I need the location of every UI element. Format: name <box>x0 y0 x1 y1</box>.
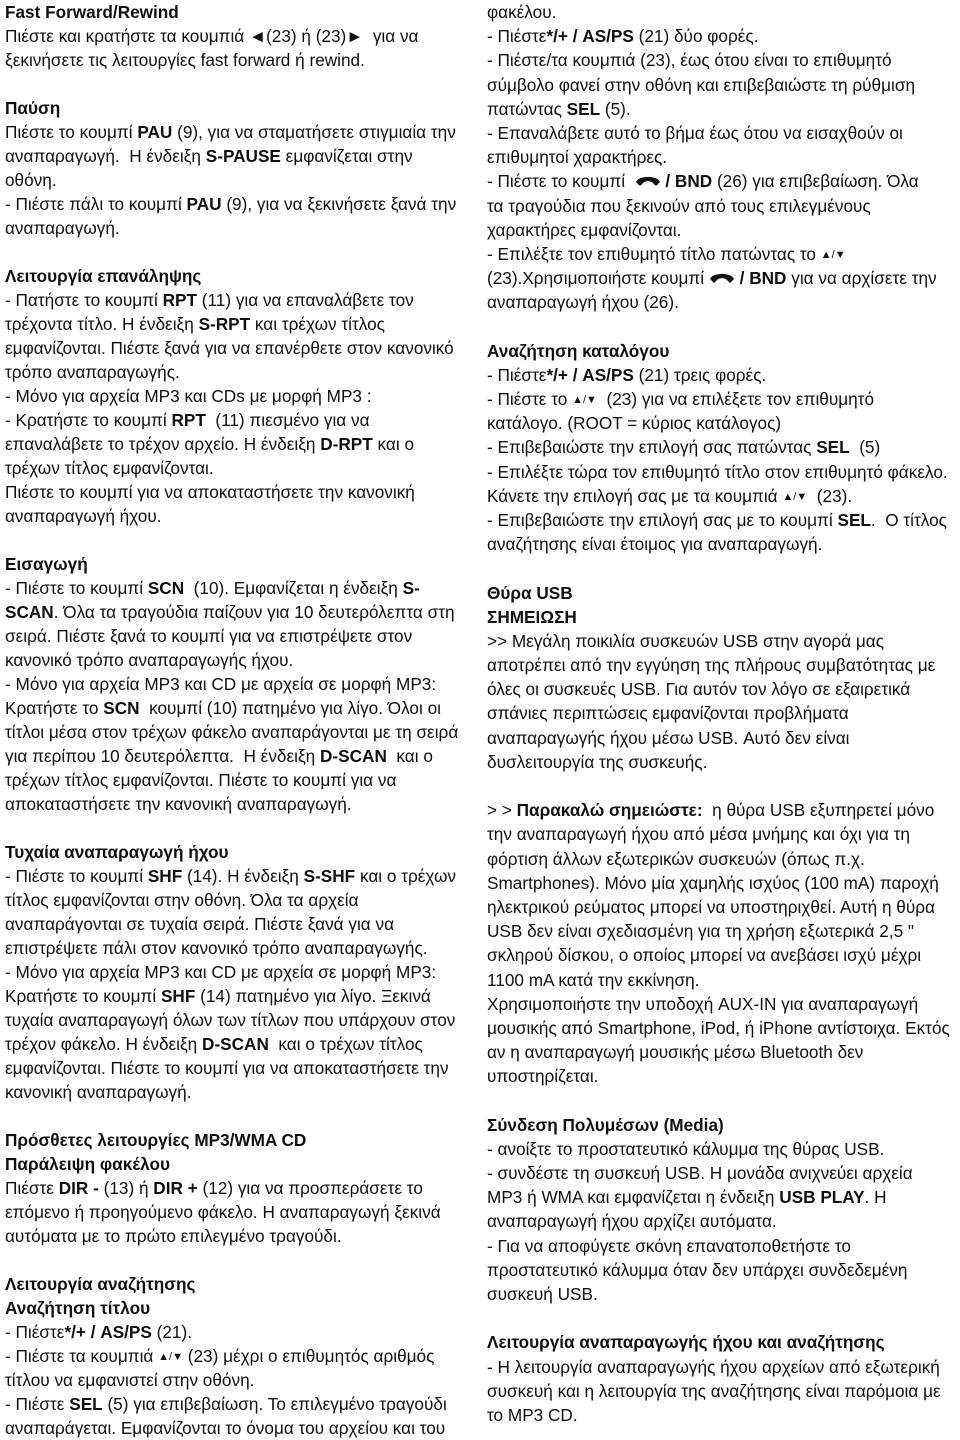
text-run: (23). <box>807 485 853 506</box>
text-line <box>487 1064 955 1088</box>
text-run: - Πιέστε το κουμπί <box>487 171 635 192</box>
text-run: τρέχον φάκελο. Η ένδειξη <box>5 1034 203 1054</box>
text-line <box>487 266 955 290</box>
text-line <box>5 1080 475 1104</box>
heading-text: Λειτουργία επανάληψης <box>5 266 202 286</box>
heading-text: Αναζήτηση τίτλου <box>5 1298 151 1318</box>
text-line <box>5 408 475 432</box>
right-column <box>487 0 955 1427</box>
text-line <box>5 168 475 192</box>
heading-text: Τυχαία αναπαραγωγή ήχου <box>5 842 229 862</box>
phone-icon <box>709 271 735 285</box>
section <box>487 1113 955 1307</box>
text-run: - Επιλέξτε τώρα τον επιθυμητό τίτλο στον επιθυμητό φάκελο. <box>487 461 948 482</box>
text-line <box>487 750 955 774</box>
text-run: σύμβολο φανεί στην οθόνη και επιβεβαιώστε τη ρύθμιση <box>487 74 916 95</box>
text-line <box>5 792 475 816</box>
text-run: υποστηρίζεται. <box>487 1066 599 1087</box>
section-heading <box>5 552 475 576</box>
text-line <box>5 1416 475 1440</box>
text-line <box>5 768 475 792</box>
text-run: - Πιέστε τα κουμπιά <box>5 1346 159 1366</box>
text-run: για να αρχίσετε την <box>786 268 937 289</box>
text-run: αναπαραγωγή. <box>5 218 120 238</box>
text-line <box>5 1368 475 1392</box>
text-run: εμφανίζονται. Πιέστε το κουμπί για να αποκαταστήσετε την <box>5 1058 449 1078</box>
text-line <box>487 1016 955 1040</box>
text-line <box>5 720 475 744</box>
text-run: (23) μέχρι ο επιθυμητός αριθμός <box>182 1346 435 1366</box>
text-run: (9), για να ξεκινήσετε ξανά την <box>221 194 457 214</box>
text-run: αν η αναπαραγωγή μουσικής μέσω Bluetooth δεν <box>487 1042 864 1063</box>
section-heading <box>487 605 955 629</box>
text-run: Χρησιμοποιήστε την υποδοχή AUX-IN για αναπαραγωγή <box>487 993 919 1014</box>
text-run: και τρέχων τίτλος <box>250 314 385 334</box>
bold-term: SEL <box>837 509 871 530</box>
text-run: τρέχων τίτλος εμφανίζονται. Πιέστε το κουμπί για να <box>5 770 397 790</box>
text-run: συσκευή USB. <box>487 1283 598 1304</box>
text-line <box>5 576 475 600</box>
text-run: ηλεκτρικού ρεύματος μπορεί να υποστηριχθεί. Αυτή η θύρα <box>487 896 935 917</box>
section-heading <box>5 840 475 864</box>
text-run: και ο τρέχων <box>355 866 456 886</box>
text-line <box>5 336 475 360</box>
text-run: τα τραγούδια που ξεκινούν από τους επιλεγμένους <box>487 195 871 216</box>
bold-term: D-SCAN <box>320 746 387 766</box>
text-run: - Πιέστε <box>487 364 547 385</box>
text-run: (14). Η ένδειξη <box>182 866 304 886</box>
text-run: μουσικής από Smartphone, iPod, ή iPhone αντίστοιχα. Εκτός <box>487 1017 950 1038</box>
text-line <box>487 1040 955 1064</box>
text-line <box>487 532 955 556</box>
bold-term: Παρακαλώ σημειώστε: <box>516 800 703 821</box>
text-run: επιθυμητοί χαρακτήρες. <box>487 147 668 168</box>
heading-text: Λειτουργία αναπαραγωγής ήχου και αναζήτησης <box>487 1332 885 1353</box>
text-run: αναπαραγωγή ήχου. <box>5 506 162 526</box>
text-run: (23) για να επιλέξετε τον επιθυμητό <box>596 389 875 409</box>
text-run: . Όλα τα τραγούδια παίζουν για 10 δευτερόλεπτα στη <box>53 602 455 622</box>
bold-term: SHF <box>160 986 196 1006</box>
text-line <box>487 1282 955 1306</box>
heading-text: Σύνδεση Πολυμέσων (Media) <box>487 1114 724 1135</box>
heading-text: Εισαγωγή <box>5 554 88 574</box>
text-run: αναπαραγωγή ήχου αρχίζει αυτόματα. <box>487 1211 777 1232</box>
text-line <box>487 24 955 48</box>
up-down-arrows-symbol: ▲/▼ <box>820 248 846 261</box>
text-line <box>487 943 955 967</box>
text-line <box>487 895 955 919</box>
text-run: εμφανίζεται στην <box>280 146 413 166</box>
text-run: σειρά. Πιέστε ξανά το κουμπί για να επιστρέψετε στον <box>5 626 413 646</box>
text-run: φόρτιση άλλων εξωτερικών συσκευών (όπως π.χ. <box>487 848 865 869</box>
text-line <box>487 48 955 72</box>
text-run: όλες οι συσκευές USB. Για αυτόν τον λόγο σε εξαιρετικά <box>487 679 911 700</box>
bold-term: D-RPT <box>320 434 373 454</box>
text-line <box>5 984 475 1008</box>
text-line <box>5 696 475 720</box>
text-run: σπάνιες περιπτώσεις εμφανίζονται προβλήματα <box>487 703 849 724</box>
bold-term: S-SHF <box>303 866 356 886</box>
text-run: Κρατήστε το <box>5 698 104 718</box>
bold-term: SEL <box>816 437 850 458</box>
text-line <box>487 653 955 677</box>
text-run: (10). Εμφανίζεται η ένδειξη <box>184 578 403 598</box>
text-line <box>5 192 475 216</box>
text-run: τρέχων τίτλος εμφανίζονται. <box>5 458 214 478</box>
text-run: αναπαράγεται. Εμφανίζονται το όνομα του αρχείου και του <box>5 1418 446 1438</box>
text-line <box>5 744 475 768</box>
text-run: - Πιέστε το κουμπί <box>5 866 148 886</box>
text-run: αναπαραγωγής ήχου μέσω USB. Αυτό δεν είναι <box>487 727 850 748</box>
bold-term: S-RPT <box>198 314 251 334</box>
text-run: και ο <box>386 746 433 766</box>
text-run: αναπαραγωγή ήχου (26). <box>487 292 679 313</box>
bold-term: / BND <box>665 171 713 192</box>
text-run: (5) <box>849 437 881 458</box>
text-run: πατώντας <box>487 98 567 119</box>
text-run: - Για να αποφύγετε σκόνη επανατοποθετήστε το <box>487 1235 851 1256</box>
text-run: MP3 ή WMA και εμφανίζεται η ένδειξη <box>487 1187 780 1208</box>
text-line <box>5 1200 475 1224</box>
section <box>5 1272 475 1440</box>
text-line <box>5 912 475 936</box>
text-run: - συνδέστε τη συσκευή USB. Η μονάδα ανιχνεύει αρχεία <box>487 1163 913 1183</box>
section <box>487 0 955 314</box>
text-run: συσκευή και η λειτουργία της αναζήτησης είναι παρόμοια με <box>487 1380 941 1401</box>
text-line <box>487 1209 955 1233</box>
up-down-arrows-symbol: ▲/▼ <box>782 490 808 503</box>
bold-term: SHF <box>147 866 183 886</box>
text-line <box>487 701 955 725</box>
text-line <box>487 919 955 943</box>
text-run: Smartphones). Μόνο μία χαμηλής ισχύος (100 mA) παροχή <box>487 872 939 893</box>
text-line <box>487 1258 955 1282</box>
text-line <box>5 432 475 456</box>
text-run: τρέχοντα τίτλο. Η ένδειξη <box>5 314 199 334</box>
section-heading <box>487 1113 955 1137</box>
bold-term: */+ / AS/PS <box>546 364 634 385</box>
text-run: (12) για να προσπεράσετε το <box>197 1178 423 1198</box>
text-line <box>487 677 955 701</box>
text-run: - ανοίξτε το προστατευτικό κάλυμμα της θύρας USB. <box>487 1138 885 1159</box>
section <box>487 581 955 775</box>
text-run: (23).Χρησιμοποιήστε κουμπί <box>487 268 709 289</box>
text-run: Κάνετε την επιλογή σας με τα κουμπιά <box>487 485 783 506</box>
text-run: Πιέστε το κουμπί για να αποκαταστήσετε την κανονική <box>5 482 415 502</box>
text-run: χαρακτήρες εμφανίζονται. <box>487 219 682 240</box>
text-run: . Η <box>864 1187 887 1208</box>
text-run: - Πιέστε <box>5 1394 70 1414</box>
section-heading <box>5 0 475 24</box>
text-run: (14) πατημένο για λίγο. Ξεκινά <box>195 986 431 1006</box>
bold-term: DIR - <box>58 1178 99 1198</box>
bold-term: / BND <box>739 268 787 289</box>
text-run: - Μόνο για αρχεία MP3 και CD με αρχεία σε μορφή MP3: <box>5 962 437 982</box>
text-run: κουμπί (10) πατημένο για λίγο. Όλοι οι <box>139 698 441 718</box>
text-run: - Μόνο για αρχεία MP3 και CDs με μορφή MP3 : <box>5 386 372 406</box>
text-run: 1100 mA κατά την εκκίνηση. <box>487 969 700 990</box>
text-run: η θύρα USB εξυπηρετεί μόνο <box>702 800 935 821</box>
text-run: (21) δύο φορές. <box>633 26 759 47</box>
text-run: - Η λειτουργία αναπαραγωγής ήχου αρχείων από εξωτερική <box>487 1356 940 1377</box>
text-line <box>487 1355 955 1379</box>
bold-term: S- <box>402 578 420 598</box>
text-line <box>487 218 955 242</box>
text-line <box>5 48 475 72</box>
text-line <box>5 120 475 144</box>
text-run: (9), για να σταματήσετε στιγμιαία την <box>172 122 456 142</box>
section-heading <box>5 96 475 120</box>
text-line <box>5 1176 475 1200</box>
text-line <box>487 992 955 1016</box>
text-line <box>487 169 955 193</box>
text-run: Πιέστε το κουμπί <box>5 122 138 142</box>
text-run: - Επιβεβαιώστε την επιλογή σας με το κουμπί <box>487 509 838 530</box>
bold-term: */+ / AS/PS <box>64 1322 152 1342</box>
text-line <box>487 0 955 24</box>
text-line <box>487 194 955 218</box>
text-run: - Πιέστε το κουμπί <box>5 578 148 598</box>
text-line <box>5 480 475 504</box>
text-line <box>487 242 955 266</box>
text-line <box>5 960 475 984</box>
text-run: επόμενο ή προηγούμενο φάκελο. Η αναπαραγωγή ξεκινά <box>5 1202 441 1222</box>
text-run: (11) πιεσμένο για να <box>205 410 370 430</box>
heading-text: Παύση <box>5 98 61 118</box>
text-run: εμφανίζονται. Πιέστε ξανά για να επανέρθετε στον κανονικό <box>5 338 454 358</box>
bold-term: RPT <box>162 290 197 310</box>
text-run: φακέλου. <box>487 2 557 22</box>
text-line <box>5 1008 475 1032</box>
text-run: USB δεν είναι σχεδιασμένη για τη χρήση εξωτερικά 2,5 " <box>487 921 915 942</box>
section-heading <box>487 1330 955 1354</box>
heading-text: Θύρα USB <box>487 582 573 603</box>
text-run: - Μόνο για αρχεία MP3 και CD με αρχεία σε μορφή MP3: <box>5 674 437 694</box>
text-run: Κρατήστε το κουμπί <box>5 986 161 1006</box>
bold-term: DIR + <box>153 1178 198 1198</box>
text-run: αναζήτησης είναι έτοιμος για αναπαραγωγή. <box>487 534 823 555</box>
text-run: Πιέστε και κρατήστε τα κουμπιά ◄(23) ή (23)► για να <box>5 26 419 46</box>
section-heading <box>5 264 475 288</box>
text-line <box>487 1234 955 1258</box>
text-run: - Επιβεβαιώστε την επιλογή σας πατώντας <box>487 437 817 458</box>
section-heading <box>487 339 955 363</box>
text-run: - Επαναλάβετε αυτό το βήμα έως ότου να εισαχθούν οι <box>487 122 903 143</box>
text-run: αναπαράγονται σε τυχαία σειρά. Πιέστε ξανά για να <box>5 914 395 934</box>
text-run: (21). <box>151 1322 192 1342</box>
text-line <box>5 864 475 888</box>
text-line <box>487 726 955 750</box>
text-run: - Πιέστε το <box>487 389 573 409</box>
text-run: - Πιέστε/τα κουμπιά (23), έως ότου είναι το επιθυμητό <box>487 50 892 71</box>
text-line <box>5 216 475 240</box>
section-heading <box>5 1272 475 1296</box>
text-run: και ο τρέχων τίτλος <box>268 1034 423 1054</box>
text-run: >> Μεγάλη ποικιλία συσκευών USB στην αγορά μας <box>487 630 885 651</box>
text-line <box>487 1379 955 1403</box>
heading-text: Παράλειψη φακέλου <box>5 1154 170 1174</box>
text-run: δυσλειτουργία της συσκευής. <box>487 751 708 772</box>
text-run: (5). <box>600 98 631 119</box>
text-line <box>5 936 475 960</box>
text-run: (11) για να επαναλάβετε τον <box>196 290 414 310</box>
text-line <box>487 435 955 459</box>
section <box>5 840 475 1104</box>
text-run: αποτρέπει από την εγγύηση της πλήρους συμβατότητας με <box>487 655 936 676</box>
text-run: τυχαία αναπαραγωγή όλων των τίτλων που υπάρχουν στον <box>5 1010 456 1030</box>
bold-term: SEL <box>566 98 601 119</box>
text-run: κανονική αναπαραγωγή. <box>5 1082 192 1102</box>
text-run: για περίπου 10 δευτερόλεπτα. Η ένδειξη <box>5 746 321 766</box>
bold-term: SCN <box>147 578 185 598</box>
text-line <box>5 312 475 336</box>
text-line <box>487 121 955 145</box>
text-line <box>487 822 955 846</box>
section-heading <box>487 581 955 605</box>
section <box>5 0 475 72</box>
text-run: - Πιέστε πάλι το κουμπί <box>5 194 187 214</box>
text-line <box>5 624 475 648</box>
text-line <box>5 360 475 384</box>
text-line <box>487 1185 955 1209</box>
text-line <box>5 1056 475 1080</box>
text-run: οθόνη. <box>5 170 57 190</box>
section <box>487 339 955 557</box>
bold-term: PAU <box>137 122 173 142</box>
text-line <box>5 672 475 696</box>
left-column <box>5 0 475 1440</box>
bold-term: */+ / AS/PS <box>546 26 634 47</box>
text-line <box>5 384 475 408</box>
bold-term: S-PAUSE <box>205 146 281 166</box>
text-run: επιστρέψετε πάλι στον κανονικό τρόπο αναπαραγωγής. <box>5 938 428 958</box>
text-line <box>487 798 955 822</box>
section-heading <box>5 1152 475 1176</box>
text-run: αποκαταστήσετε την κανονική αναπαραγωγή. <box>5 794 352 814</box>
text-line <box>5 888 475 912</box>
text-run: προστατευτικό κάλυμμα όταν δεν υπάρχει συνδεδεμένη <box>487 1259 908 1280</box>
text-run: (5) για επιβεβαίωση. Το επιλεγμένο τραγούδι <box>102 1394 447 1414</box>
heading-text: Αναζήτηση καταλόγου <box>487 340 670 361</box>
text-line <box>487 73 955 97</box>
phone-icon <box>635 174 661 188</box>
text-run: - Πατήστε το κουμπί <box>5 290 163 310</box>
section <box>487 1330 955 1427</box>
text-run: την αναπαραγωγή ήχου από μέσα μνήμης και όχι για τη <box>487 824 910 845</box>
bold-term: USB PLAY <box>779 1187 865 1208</box>
text-line <box>5 1392 475 1416</box>
section <box>5 264 475 528</box>
text-run: τίτλου να εμφανιστεί στην οθόνη. <box>5 1370 255 1390</box>
bold-term: RPT <box>171 410 206 430</box>
up-down-arrows-symbol: ▲/▼ <box>572 394 597 406</box>
bold-term: SCAN <box>5 602 54 622</box>
text-line <box>487 1161 955 1185</box>
bold-term: D-SCAN <box>202 1034 269 1054</box>
text-run: και ο <box>372 434 414 454</box>
text-line <box>487 484 955 508</box>
text-run: - Κρατήστε το κουμπί <box>5 410 172 430</box>
text-line <box>487 968 955 992</box>
text-run: - Επιλέξτε τον επιθυμητό τίτλο πατώντας το <box>487 243 821 264</box>
text-run: . Ο τίτλος <box>870 509 947 530</box>
text-line <box>5 24 475 48</box>
text-run: κανονικό τρόπο αναπαραγωγής ήχου. <box>5 650 294 670</box>
section-heading <box>5 1128 475 1152</box>
section <box>5 96 475 240</box>
text-run: Πιέστε <box>5 1178 59 1198</box>
text-line <box>487 508 955 532</box>
text-run: αναπαραγωγή. Η ένδειξη <box>5 146 206 166</box>
text-line <box>487 97 955 121</box>
text-run: τρόπο αναπαραγωγής. <box>5 362 180 382</box>
text-line <box>5 1320 475 1344</box>
text-line <box>487 1137 955 1161</box>
up-down-arrows-symbol: ▲/▼ <box>158 1351 183 1363</box>
text-line <box>487 411 955 435</box>
text-run: τίτλοι μέσα στον τρέχων φάκελο αναπαράγονται με τη σειρά <box>5 722 459 742</box>
text-line <box>5 600 475 624</box>
section <box>5 552 475 816</box>
bold-term: SCN <box>103 698 140 718</box>
text-line <box>5 144 475 168</box>
text-run: > > <box>487 800 517 821</box>
text-run: επαναλάβετε το τρέχον αρχείο. Η ένδειξη <box>5 434 321 454</box>
text-line <box>487 460 955 484</box>
text-run: αυτόματα με το πρώτο επιλεγμένο τραγούδι. <box>5 1226 342 1246</box>
text-run: - Πιέστε <box>487 26 547 47</box>
text-run: σκληρού δίσκου, ο οποίος μπορεί να ανεβάσει ισχύ μέχρι <box>487 945 922 966</box>
section <box>5 1128 475 1248</box>
text-line <box>487 290 955 314</box>
heading-text: Fast Forward/Rewind <box>5 2 179 22</box>
text-line <box>5 648 475 672</box>
section-heading <box>5 1296 475 1320</box>
text-line <box>487 387 955 411</box>
text-line <box>487 871 955 895</box>
text-line <box>487 629 955 653</box>
text-run: (26) για επιβεβαίωση. Όλα <box>712 171 919 192</box>
text-run: - Πιέστε <box>5 1322 65 1342</box>
text-line <box>487 847 955 871</box>
text-line <box>5 1224 475 1248</box>
text-line <box>5 288 475 312</box>
text-line <box>487 1403 955 1427</box>
text-line <box>5 456 475 480</box>
text-line <box>487 363 955 387</box>
text-line <box>487 145 955 169</box>
text-line <box>5 504 475 528</box>
text-line <box>5 1344 475 1368</box>
text-run: ξεκινήσετε τις λειτουργίες fast forward ή rewind. <box>5 50 365 70</box>
text-line <box>5 1032 475 1056</box>
bold-term: PAU <box>186 194 222 214</box>
text-run: το MP3 CD. <box>487 1404 578 1425</box>
text-run: τίτλος εμφανίζονται στην οθόνη. Όλα τα αρχεία <box>5 890 359 910</box>
bold-term: SEL <box>69 1394 103 1414</box>
text-run: (21) τρεις φορές. <box>633 364 767 385</box>
text-run: κατάλογο. (ROOT = κύριος κατάλογος) <box>487 413 782 434</box>
text-run: (13) ή <box>98 1178 154 1198</box>
heading-text: ΣΗΜΕΙΩΣΗ <box>487 606 577 627</box>
heading-text: Πρόσθετες λειτουργίες MP3/WMA CD <box>5 1130 307 1150</box>
heading-text: Λειτουργία αναζήτησης <box>5 1274 196 1294</box>
section <box>487 798 955 1088</box>
